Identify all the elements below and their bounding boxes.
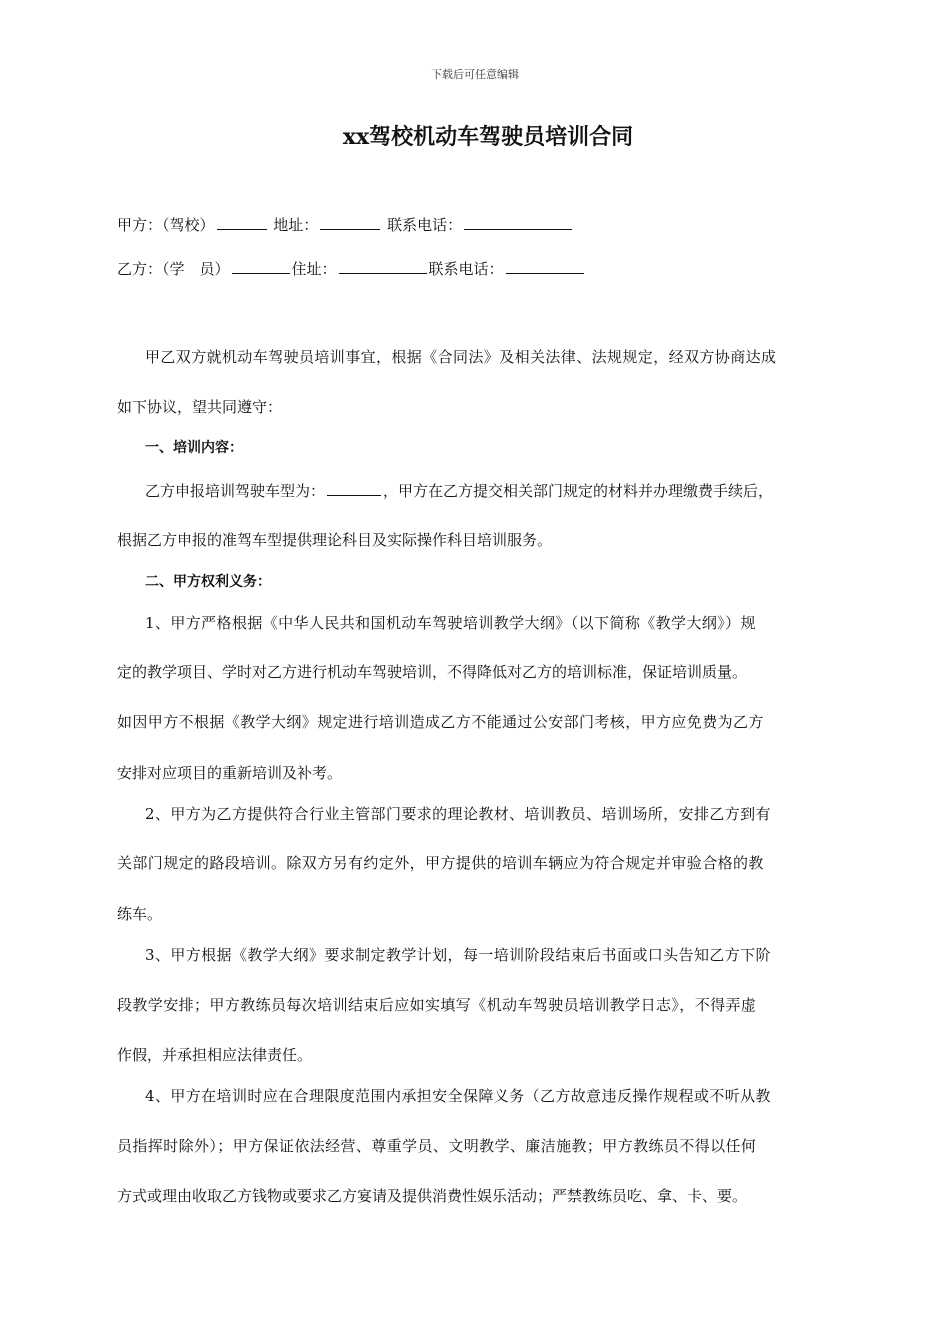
party-a-name-blank[interactable] (217, 214, 267, 230)
intro-line-2: 如下协议，望共同遵守： (117, 398, 283, 416)
item-3-line-2: 段教学安排；甲方教练员每次培训结束后应如实填写《机动车驾驶员培训教学日志》，不得弄虚 (117, 996, 757, 1014)
item-1-line-4: 安排对应项目的重新培训及补考。 (117, 764, 343, 782)
item-1-line-1: 1、甲方严格根据《中华人民共和国机动车驾驶培训教学大纲》（以下简称《教学大纲》）规 (145, 614, 756, 632)
item-3-line-3: 作假，并承担相应法律责任。 (117, 1046, 313, 1064)
item-2-line-2: 关部门规定的路段培训。除双方另有约定外，甲方提供的培训车辆应为符合规定并审验合格的教 (117, 854, 764, 872)
item-4-line-1: 4、甲方在培训时应在合理限度范围内承担安全保障义务（乙方故意违反操作规程或不听从教 (145, 1087, 771, 1105)
item-2-line-1: 2、甲方为乙方提供符合行业主管部门要求的理论教材、培训教员、培训场所，安排乙方到有 (145, 805, 771, 823)
vehicle-type-blank[interactable] (327, 480, 381, 496)
item-1-line-3: 如因甲方不根据《教学大纲》规定进行培训造成乙方不能通过公安部门考核，甲方应免费为乙方 (117, 713, 764, 731)
party-a-address-label: 地址： (273, 216, 319, 234)
section-2-heading: 二、甲方权利义务： (145, 574, 271, 590)
party-a-line (117, 214, 574, 235)
item-1-line-2: 定的教学项目、学时对乙方进行机动车驾驶培训，不得降低对乙方的培训标准，保证培训质量。 (117, 663, 748, 681)
section-1-heading: 一、培训内容： (145, 440, 243, 456)
section-1-line-1 (145, 480, 773, 501)
party-a-address-blank[interactable] (320, 214, 380, 230)
party-b-phone-label: 联系电话： (428, 260, 504, 278)
party-b-address-blank[interactable] (339, 258, 427, 274)
section-1-line-1-post: ，甲方在乙方提交相关部门规定的材料并办理缴费手续后， (383, 482, 774, 500)
party-b-address-label: 住址： (291, 260, 337, 278)
item-3-line-1: 3、甲方根据《教学大纲》要求制定教学计划，每一培训阶段结束后书面或口头告知乙方下阶 (145, 946, 771, 964)
item-4-line-3: 方式或理由收取乙方钱物或要求乙方宴请及提供消费性娱乐活动；严禁教练员吃、拿、卡、要。 (117, 1187, 748, 1205)
party-b-phone-blank[interactable] (506, 258, 584, 274)
page-title: xx驾校机动车驾驶员培训合同 (342, 124, 634, 150)
party-a-label: 甲方：（驾校） (117, 216, 215, 234)
party-a-phone-blank[interactable] (464, 214, 572, 230)
intro-line-1: 甲乙双方就机动车驾驶员培训事宜，根据《合同法》及相关法律、法规规定，经双方协商达成 (145, 348, 777, 366)
item-4-line-2: 员指挥时除外）；甲方保证依法经营、尊重学员、文明教学、廉洁施教；甲方教练员不得以任何 (117, 1137, 757, 1155)
party-b-line (117, 258, 586, 279)
header-note: 下载后可任意编辑 (431, 68, 519, 81)
party-b-label: 乙方：（学 员） (117, 260, 230, 278)
party-b-name-blank[interactable] (232, 258, 290, 274)
section-1-line-1-pre: 乙方申报培训驾驶车型为： (145, 482, 326, 500)
item-2-line-3: 练车。 (117, 905, 163, 923)
section-1-line-2: 根据乙方申报的准驾车型提供理论科目及实际操作科目培训服务。 (117, 531, 553, 549)
party-a-phone-label: 联系电话： (387, 216, 463, 234)
